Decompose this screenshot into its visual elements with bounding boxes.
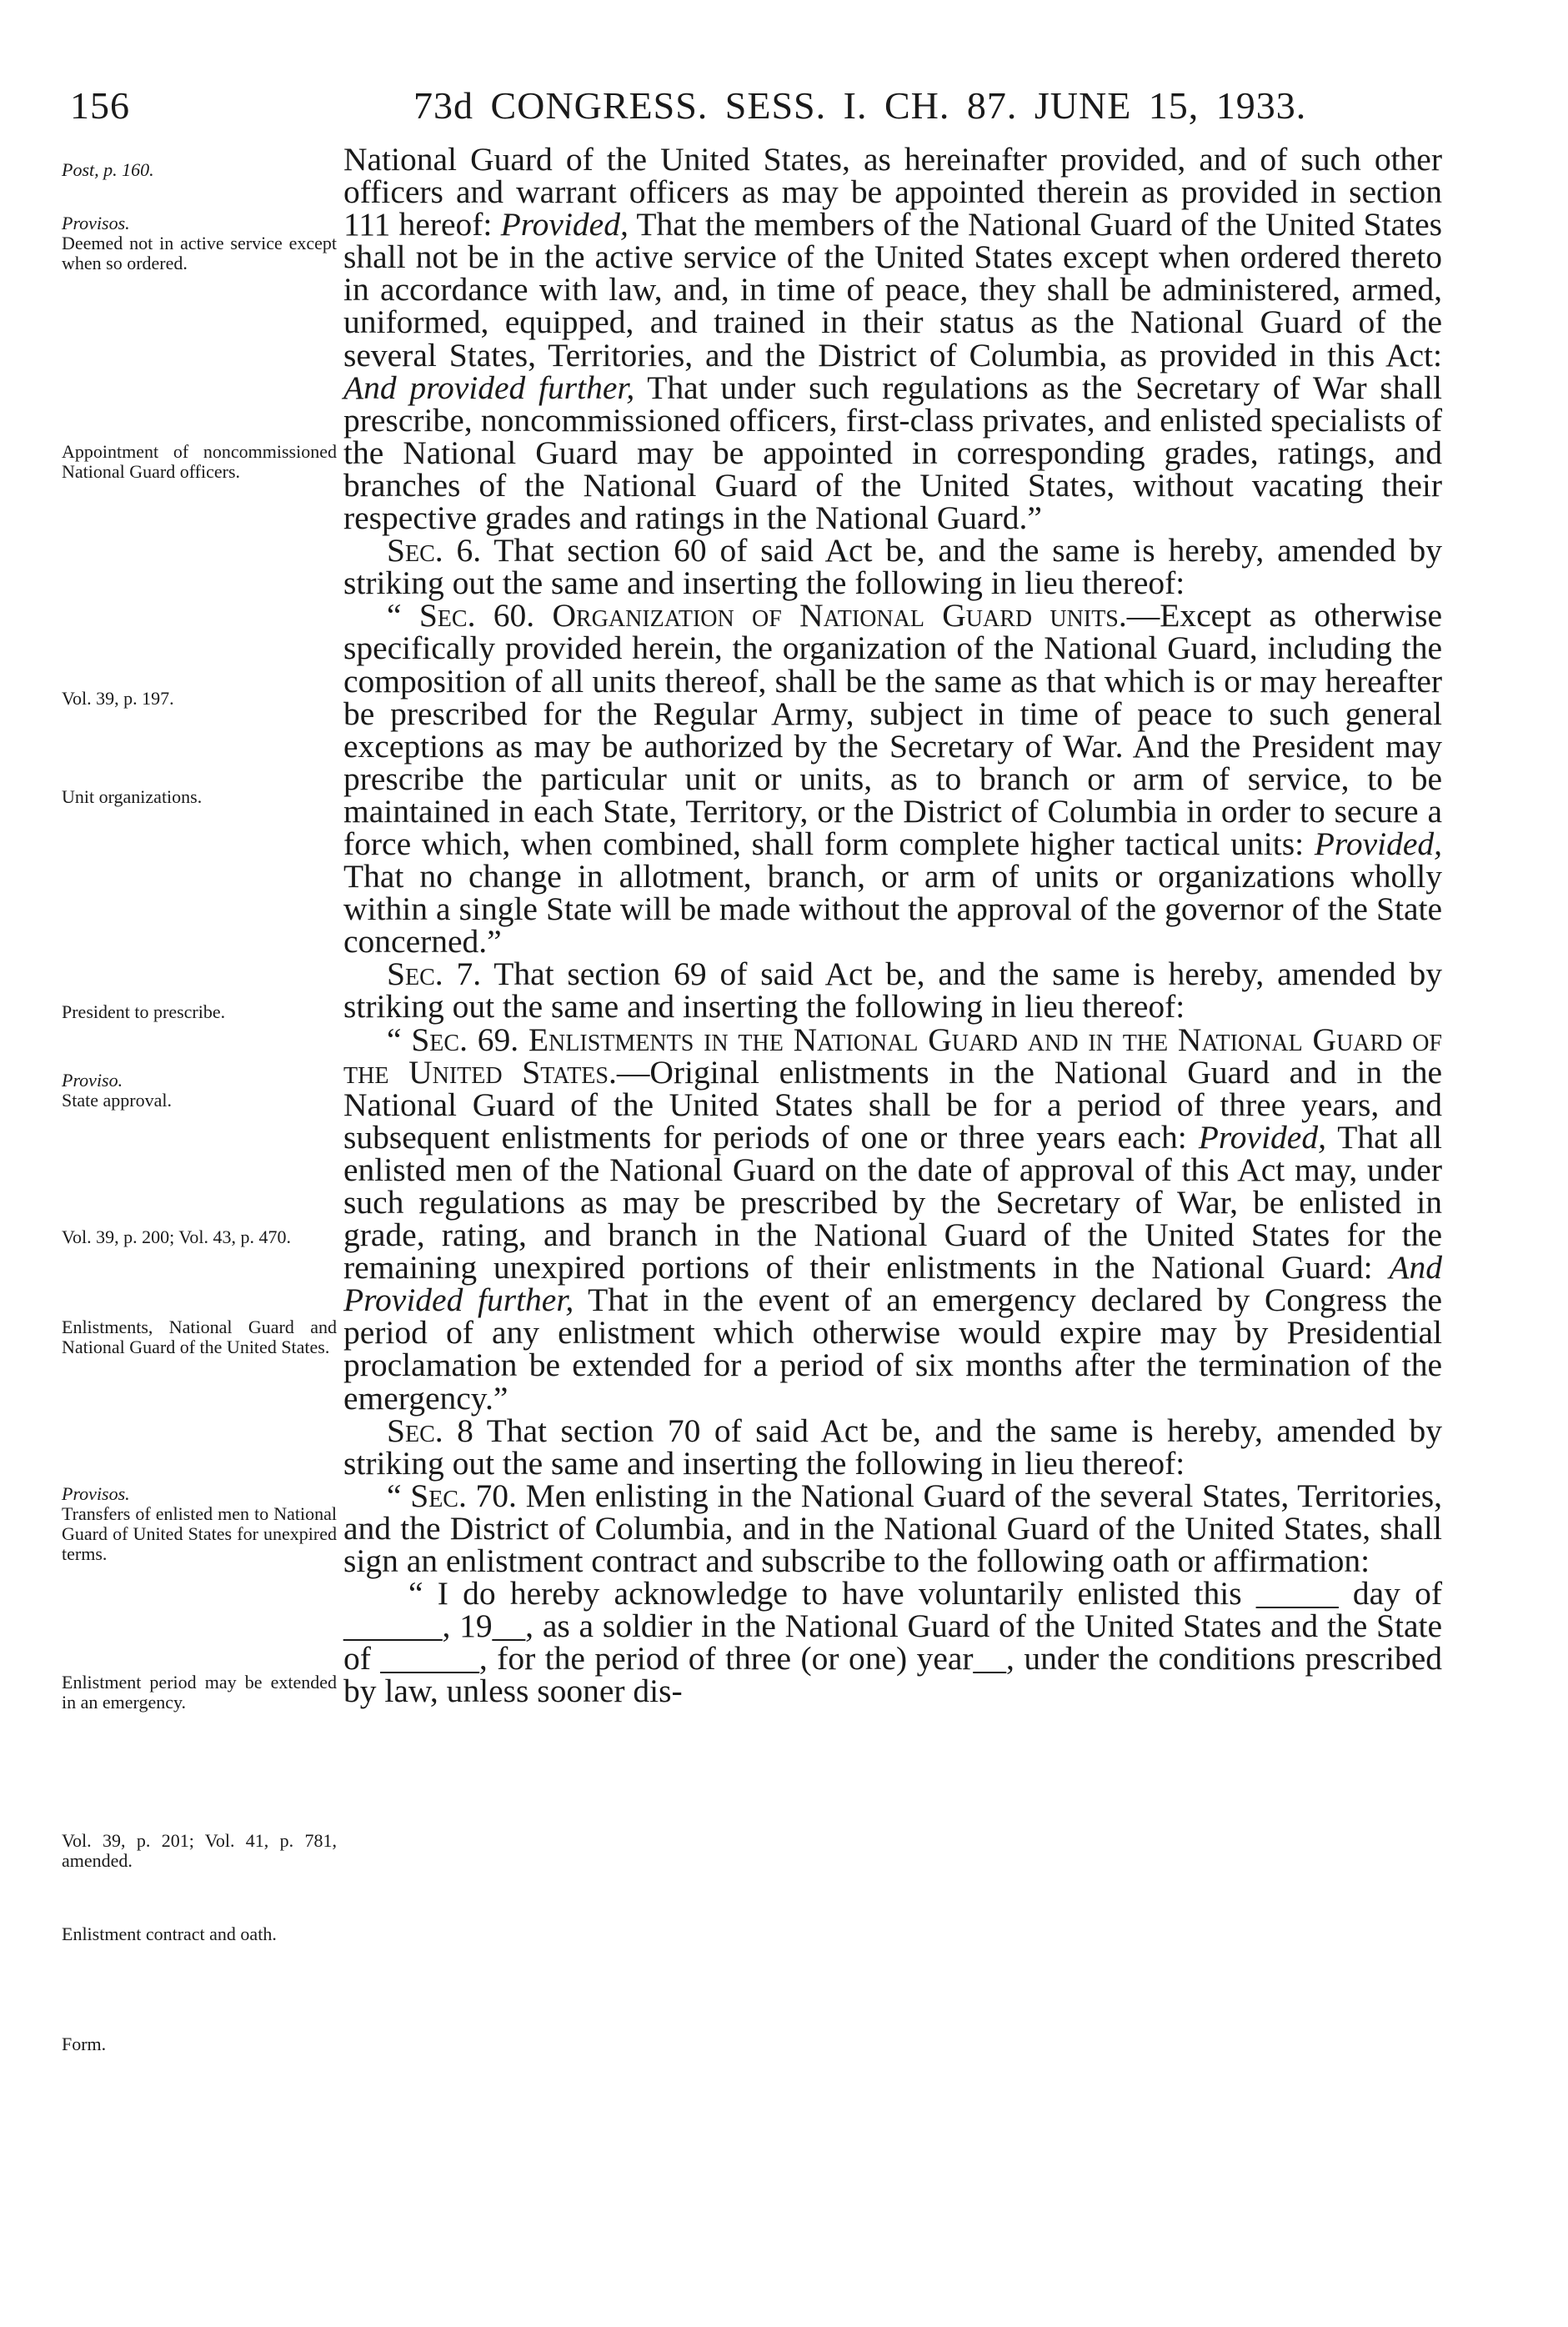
- section-heading-60: Organization of National Guard units.: [552, 597, 1127, 634]
- statute-body: [343, 143, 1442, 1708]
- running-head: 73d CONGRESS. SESS. I. CH. 87. JUNE 15, 1933.: [413, 84, 1307, 127]
- margin-note-enlistments: Enlistments, National Guard and National Guard of the United States.: [62, 1316, 337, 1357]
- margin-note-appointment: Appointment of noncommissioned National Guard officers.: [62, 441, 337, 482]
- paragraph-sec-6: Sec. 6. That section 60 of said Act be, and the same is hereby, amended by striking out the same and inserting the following in lieu thereof:: [343, 532, 1442, 602]
- section-heading-69: Enlistments in the National Guard and in the National Guard of the United States.: [343, 1021, 1442, 1091]
- margin-note-post-ref: Post, p. 160.: [62, 159, 154, 180]
- paragraph-national-guard-us: National Guard of the United States, as hereinafter provided, and of such other officers and warrant officers as may be appointed therein as provided in section 111 hereof: Provided, That the members of the National Guard of the United States shall not be in the active service of the United States except when ordered thereto in accordance with law, and, in time of peace, they shall be administered, armed, uniformed, equipped, and trained in their status as the National Guard of the several States, Territories, and the District of Columbia, as provided in this Act: And provided further, That under such regulations as the Secretary of War shall prescribe, noncommissioned officers, first-class privates, and enlisted specialists of the National Guard may be appointed in corresponding grades, ratings, and branches of the National Guard of the United States, without vacating their respective grades and ratings in the National Guard.”: [343, 141, 1443, 537]
- paragraph-oath: “ I do hereby acknowledge to have voluntarily enlisted this _____ day of ______, 19__, as a soldier in the National Guard of the United States and the State of ______, for the period of three (or one) year__, under the conditions prescribed by law, unless sooner dis-: [343, 1575, 1442, 1710]
- paragraph-sec-8: Sec. 8 That section 70 of said Act be, and the same is hereby, amended by striking out the same and inserting the following in lieu thereof:: [343, 1412, 1442, 1482]
- paragraph-sec-69: “ Sec. 69. Enlistments in the National Guard and in the National Guard of the United States.—Original enlistments in the National Guard and in the National Guard of the United States shall be for a period of three years, and subsequent enlistments for periods of one or three years each: Provided, That all enlisted men of the National Guard on the date of approval of this Act may, under such regulations as may be prescribed by the Secretary of War, be enlisted in grade, rating, and branch in the National Guard of the United States for the remaining unexpired portions of their enlistments in the National Guard: And Provided further, That in the event of an emergency declared by Congress the period of any enlistment which otherwise would expire may by Presidential proclamation be extended for a period of six months after the termination of the emergency.”: [343, 1021, 1443, 1417]
- paragraph-sec-7: Sec. 7. That section 69 of said Act be, and the same is hereby, amended by striking out the same and inserting the following in lieu thereof:: [343, 955, 1442, 1026]
- paragraph-sec-70: “ Sec. 70. Men enlisting in the National Guard of the several States, Territories, and the District of Columbia, and in the National Guard of the United States, shall sign an enlistment contract and subscribe to the following oath or affirmation:: [343, 1477, 1442, 1580]
- margin-note-vol39-201: Vol. 39, p. 201; Vol. 41, p. 781, amended.: [62, 1830, 337, 1871]
- margin-note-unit-organizations: Unit organizations.: [62, 786, 203, 807]
- margin-note-form: Form.: [62, 2034, 107, 2054]
- page-number: 156: [70, 84, 130, 127]
- margin-note-deemed-not-active: Provisos. Deemed not in active service except when so ordered.: [62, 213, 337, 273]
- margin-note-vol39-197: Vol. 39, p. 197.: [62, 688, 174, 709]
- margin-note-enlistment-period: Enlistment period may be extended in an emergency.: [62, 1672, 337, 1713]
- margin-note-vol39-200: Vol. 39, p. 200; Vol. 43, p. 470.: [62, 1226, 292, 1247]
- margin-note-enlistment-contract: Enlistment contract and oath.: [62, 1923, 277, 1944]
- margin-note-transfers: Provisos. Transfers of enlisted men to National Guard of United States for unexpired terms.: [62, 1483, 337, 1564]
- paragraph-sec-60: “ Sec. 60. Organization of National Guard units.—Except as otherwise specifically provided herein, the organization of the National Guard, including the composition of all units thereof, shall be the same as that which is or may hereafter be prescribed for the Regular Army, subject in time of peace to such general exceptions as may be authorized by the Secretary of War. And the President may prescribe the particular unit or units, as to branch or arm of service, to be maintained in each State, Territory, or the District of Columbia in order to secure a force which, when combined, shall form complete higher tactical units: Provided, That no change in allotment, branch, or arm of units or organizations wholly within a single State will be made without the approval of the governor of the State concerned.”: [343, 597, 1442, 960]
- page-header: [70, 80, 1441, 132]
- margin-note-state-approval: Proviso. State approval.: [62, 1070, 172, 1111]
- margin-note-president: President to prescribe.: [62, 1001, 226, 1022]
